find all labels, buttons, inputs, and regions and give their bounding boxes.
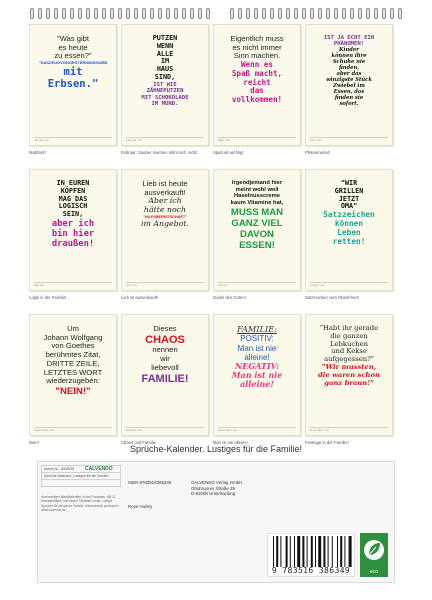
quote-line: Kinder [339,46,359,53]
quote-line: kaum Vitamine hat, [230,199,284,206]
binding-ring [150,8,154,19]
quote-line: Leben [337,228,361,238]
quote-line: Man ist nie [231,370,283,381]
card-footer [218,137,296,142]
quote-line: ALLE [156,49,174,58]
month-card [121,169,209,291]
product-description: Hochwertiger Wandkalender in drei Formaten. Mit 12 Monatsblättern und einem Titelblatt. Inhalt: Lustige Sprüche für die ganze Familie. Klimaneutral produziert. www.calvendo.de [41,495,119,513]
binding-ring [390,8,394,19]
quote-line: Essen, das [333,88,365,95]
quote-line: ausverkauft! [144,187,186,197]
table-row [42,473,121,480]
quote-line: berühmtes Zitat, [45,350,101,360]
quote-line: hätte noch [143,205,187,215]
quote-line: MUSS MAN [230,206,284,218]
quote-line: finden sie [334,94,364,101]
binding-ring [46,8,50,19]
quote-text [214,325,300,390]
card-footer [34,137,112,142]
quote-line: das [250,86,264,96]
card-footer-month: Dezember xxx [310,428,330,432]
quote-line: Wenn es [240,60,273,70]
quote-line: draußen! [51,239,95,250]
month-caption: Mahlzeit! [29,150,46,155]
quote-line: OMA" [340,202,358,211]
quote-line: reicht [243,77,271,87]
month-caption: Satzzeichen vom Oberlehrer! [305,295,360,300]
quote-line: LETZTES WORT [43,367,103,377]
binding-ring [54,8,58,19]
card-footer-month: September xxx [34,428,55,432]
publisher-address [191,480,242,497]
quote-line: Sinn machen. [233,51,281,61]
quote-line: winzigste Stück [326,76,372,83]
table-cell [42,480,121,487]
binding-ring [286,8,290,19]
barcode [267,533,355,577]
binding-ring [302,8,306,19]
month-caption: Nein! [29,440,39,445]
quote-line: Satzzeichen [323,210,375,220]
quote-line: IN EUREN [56,179,90,187]
month-card [213,169,301,291]
month-card [121,314,209,436]
card-footer [34,427,112,432]
quote-line: zu essen?" [54,51,92,61]
eco-label [360,533,388,577]
quote-line: FAMILIE: [237,324,277,334]
binding-ring [254,8,258,19]
quote-line: ganz braun!" [324,378,374,387]
quote-line: und Kekse [331,347,367,356]
quote-text [122,325,208,385]
quote-line: IST JA ECHT EIN [323,35,375,41]
binding-ring [86,8,90,19]
binding-ring [366,8,370,19]
quote-line: Man ist nie [237,343,277,353]
quote-line: IM MUND. [151,101,179,108]
quote-line: Eigentlich muss [230,34,284,43]
month-caption: Spaß ist wichtig! [213,150,244,155]
quote-line: von Goethes [51,341,95,351]
month-card [29,169,117,291]
binding-ring [206,8,210,19]
binding-ring [30,8,34,19]
quote-line: CHAOS [145,333,185,346]
quote-text [306,35,392,108]
quote-text [214,35,300,105]
card-footer [310,282,388,287]
quote-line: liebevoll [151,362,179,372]
binding-ring [270,8,274,19]
binding-ring [326,8,330,19]
quote-line: FAMILIE! [141,372,189,385]
month-caption: Festtage in der Familie! [305,440,349,445]
quote-line: "WIR [340,179,358,187]
binding-ring [382,8,386,19]
month-card [213,314,301,436]
month-card [305,314,393,436]
calendar-month-grid [29,24,393,448]
binding-ring [62,8,66,19]
quote-line: Spaß macht, [231,68,283,78]
card-footer-month: Februar xxx [126,138,142,142]
quote-line: meint wohl weil [235,186,279,193]
card-footer [126,427,204,432]
month-caption: Man ist nie alleine! [213,440,248,445]
binding-ring [294,8,298,19]
eco-label-text: eco [369,569,379,575]
publisher-line: D-82008 Unterhaching [191,491,236,497]
leaf-icon [360,535,388,569]
card-footer-month: Juli xxx [218,283,228,287]
binding-ring [70,8,74,19]
quote-line: IM [160,57,170,66]
quote-line: POSITIV: [240,334,274,344]
binding-ring [374,8,378,19]
binding-ring [102,8,106,19]
card-footer-month: Mai xxx [34,283,45,287]
card-footer [126,137,204,142]
quote-line: IST WIE [153,81,177,88]
quote-line: Lieb ist heute [142,179,188,188]
month-caption: Phänomenal! [305,150,330,155]
quote-line: GANZ VIEL [231,217,283,229]
quote-line: SIND, [154,73,176,82]
quote-line: nennen [152,345,178,355]
card-footer-month: Januar xxx [34,138,49,142]
table-row [42,480,121,487]
quote-line: wiederzugeben: [46,376,100,386]
quote-line: Schuhe nie [332,58,366,65]
quote-line: Dieses [153,324,177,333]
quote-line: aber das [336,70,362,77]
binding-ring [350,8,354,19]
barcode-digits: 9 783516 386349 [271,566,351,575]
month-card [121,24,209,146]
quote-line: "Was gibt [57,34,89,43]
binding-ring [94,8,98,19]
barcode-bars-icon [270,536,354,568]
quote-line: "Habt ihr gerade [319,324,379,332]
quote-line: Irgendjemand hier [231,180,283,186]
quote-line: finden, [338,64,360,71]
binding-ring [174,8,178,19]
author-name: Rose Hurley [128,504,153,509]
quote-line: DAVON [240,228,274,240]
quote-line: Lebkuchen [330,339,368,348]
binding-ring [230,8,234,19]
quote-line: ZÄHNEPUTZEN [146,88,184,95]
quote-text [30,35,116,90]
quote-line: alleine! [240,379,274,390]
quote-line: sofort. [339,100,359,107]
quote-line: Zwiebel im [333,82,365,89]
quote-line: DRITTE ZEILE, [46,358,100,368]
month-caption: Lieb ist ausverkauft! [121,295,159,300]
quote-text [122,35,208,108]
binding-ring [134,8,138,19]
card-footer [126,282,204,287]
binding-ring [158,8,162,19]
card-footer [218,427,296,432]
quote-line: WENN [156,41,174,50]
binding-ring [238,8,242,19]
month-card [29,24,117,146]
quote-line: mit [63,65,83,78]
quote-line: SEIN, [62,210,84,219]
binding-ring [190,8,194,19]
binding-ring [166,8,170,19]
card-footer-month: November xxx [218,428,238,432]
quote-line: Johann Wolfgang [43,332,103,342]
binding-ring [78,8,82,19]
quote-line: JETZT [338,194,360,203]
quote-line: Erbsen." [47,77,99,90]
card-footer-month: Oktober xxx [126,428,143,432]
publisher-line: CALVENDO Verlag GmbH [191,480,243,485]
quote-line: GRILLEN [334,186,364,195]
quote-line: aufgegessen?" [324,355,374,364]
quote-line: vollkommen! [231,95,283,105]
binding-ring [142,8,146,19]
quote-text [122,180,208,229]
binding-ring [110,8,114,19]
quote-line: bin hier [51,229,95,240]
quote-text [30,325,116,397]
quote-line: PUTZEN [152,34,178,42]
quote-line: "HILFSBEREITSCHAFT" [143,215,187,220]
quote-line: Um [67,324,79,333]
spiral-binding [0,8,432,20]
quote-line: alleine! [244,352,270,362]
isbn-text: ISBN 9783516386349 [128,480,172,485]
quote-line: im Angebot. [141,218,189,228]
table-cell: Artikel-Nr.: 3004938 [42,466,121,473]
quote-line: "DASZEUGVONGESTERNMISSWEB [38,60,108,66]
quote-line: aber ich [51,219,95,230]
binding-ring [38,8,42,19]
quote-line: wir [160,354,170,364]
quote-line: "Wir mussten, [321,363,377,372]
month-card [29,314,117,436]
quote-line: NEGATIV: [234,360,280,371]
publisher-logo: CALVENDO [85,466,113,472]
card-footer [34,282,112,287]
quote-line: können ihre [331,52,367,59]
quote-line: die waren schon [318,370,380,379]
quote-line: es nicht immer [232,42,282,52]
product-info-panel [37,461,395,583]
month-card [305,169,393,291]
month-card [213,24,301,146]
binding-ring [246,8,250,19]
quote-text [30,180,116,249]
month-caption: Chaos und Familie [121,440,156,445]
card-footer [218,282,296,287]
card-footer-month: März xxx [218,138,230,142]
quote-line: können [334,219,364,229]
binding-ring [318,8,322,19]
card-footer [310,137,388,142]
card-footer [310,427,388,432]
quote-line: MAG DAS [58,194,88,203]
quote-line: es heute [58,42,88,52]
quote-line: die ganzen [330,331,368,340]
quote-line: PHÄNOMEN! [333,41,365,48]
binding-ring [334,8,338,19]
quote-line: Aber ich [148,196,182,206]
month-caption: Februar: Sauber machen lohnt sich nicht! [121,150,198,155]
quote-line: retten! [332,237,366,247]
quote-text [306,180,392,247]
binding-ring [278,8,282,19]
card-footer-month: Juni xxx [126,283,137,287]
quote-line: KÖPFEN [60,186,86,195]
quote-line: "NEIN!" [55,386,91,398]
binding-ring [182,8,186,19]
quote-line: HAUS [156,65,174,74]
card-footer-month: August xxx [310,283,325,287]
binding-ring [126,8,130,19]
quote-line: LOGISCH [58,202,88,211]
table-cell: Sprüche-Kalender. Lustiges für die Familie! [42,473,121,480]
month-card [305,24,393,146]
binding-ring [310,8,314,19]
quote-text [214,180,300,251]
binding-ring [398,8,402,19]
binding-ring [262,8,266,19]
binding-ring [118,8,122,19]
binding-ring [198,8,202,19]
month-caption: Zuviel des Guten! [213,295,246,300]
publisher-line: Ottobrunner Straße 39 [191,485,235,491]
binding-ring [342,8,346,19]
month-caption: Logik in der Familie! [29,295,67,300]
quote-line: Haselnusscreme [233,193,281,200]
calendar-subtitle: Sprüche-Kalender. Lustiges für die Familie! [129,444,303,454]
quote-line: MIT SCHOKOLADE [141,94,189,101]
quote-line: ESSEN! [239,239,275,251]
quote-text [306,325,392,388]
card-footer-month: April xxx [310,138,322,142]
binding-ring [358,8,362,19]
